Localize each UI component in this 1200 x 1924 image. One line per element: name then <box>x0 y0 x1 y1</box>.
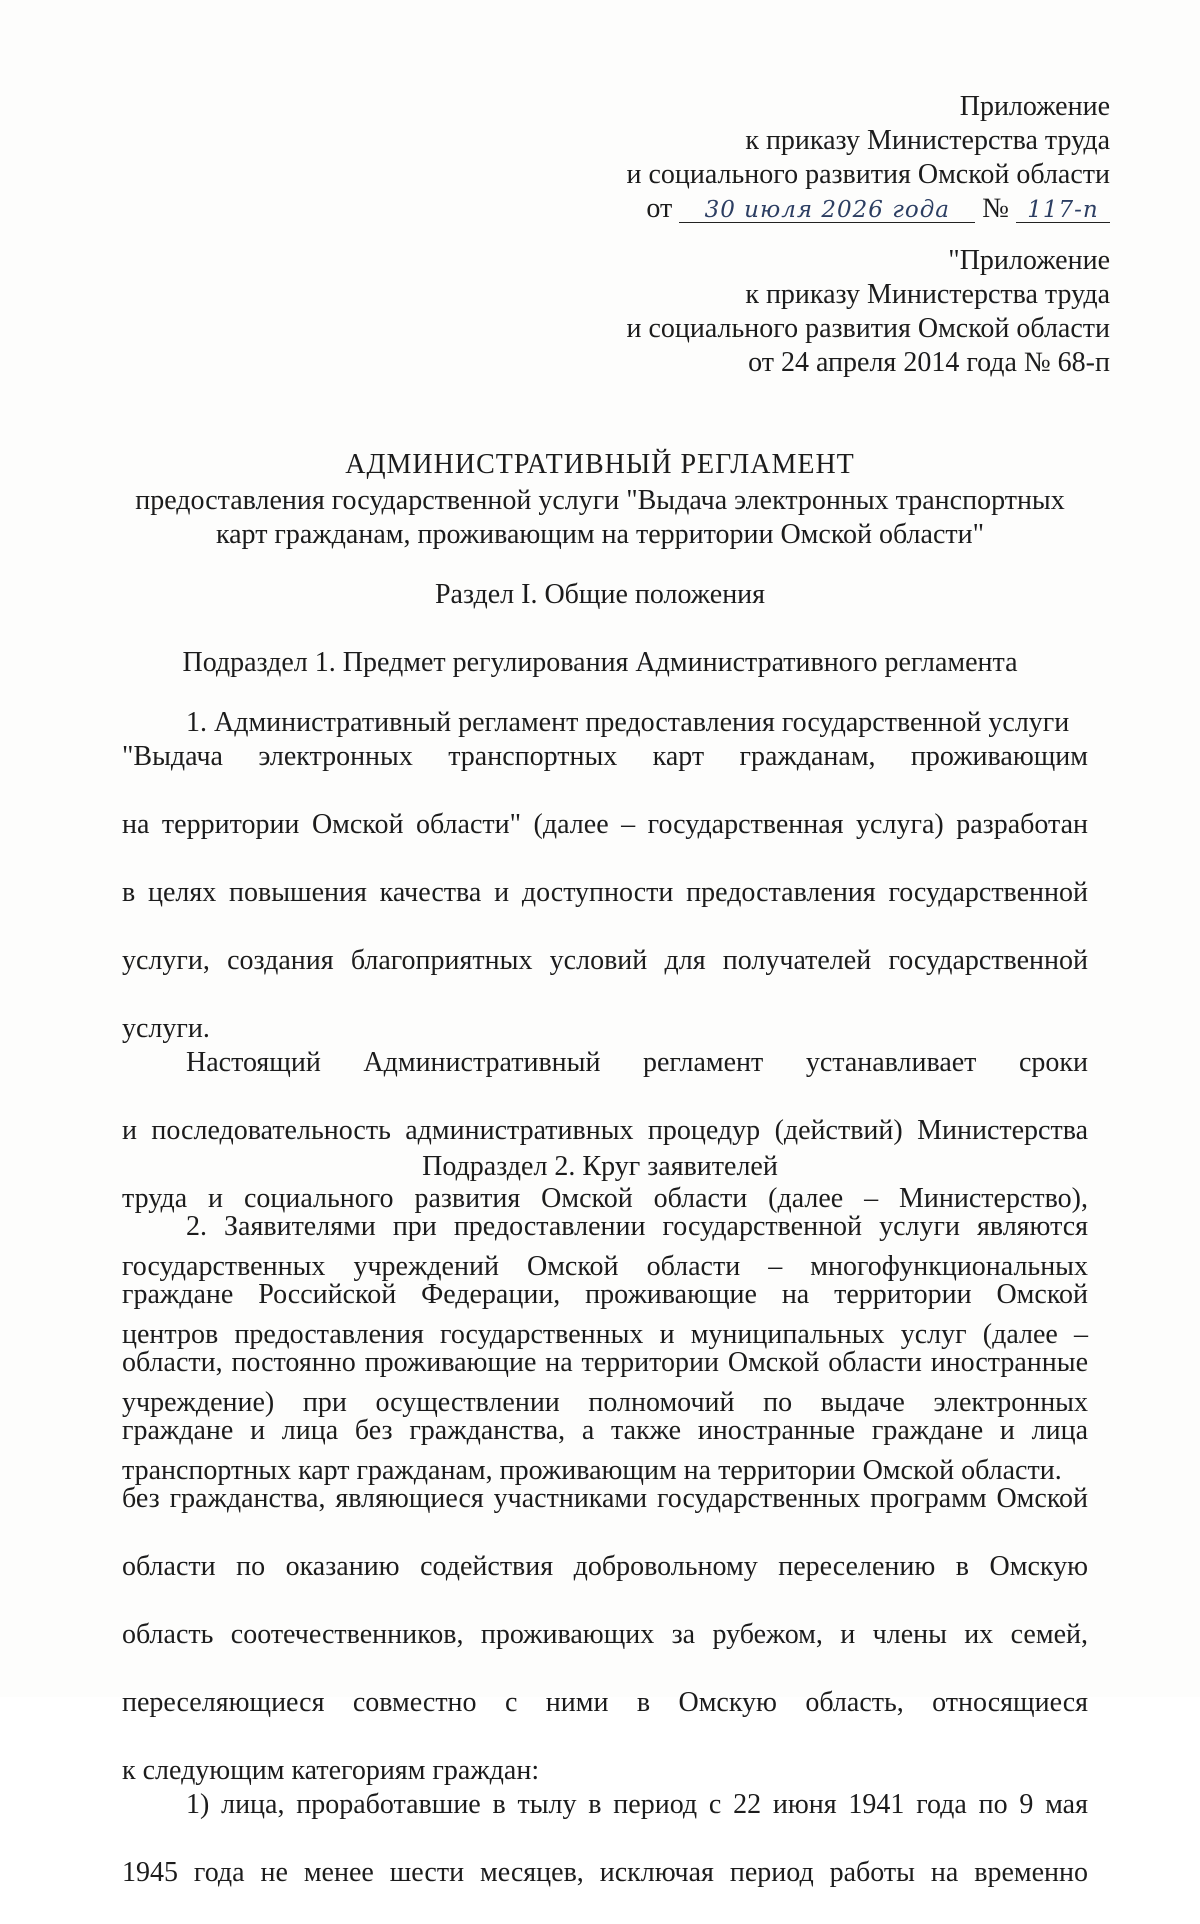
number-prefix: № <box>982 193 1009 224</box>
text-line: в целях повышения качества и доступности предоставления государственной <box>122 877 1088 908</box>
text-line: 1) лица, проработавшие в тылу в период с 22 июня 1941 года по 9 мая <box>186 1789 1088 1820</box>
text-line: государственных учреждений Омской области – многофункциональных <box>122 1251 1088 1282</box>
text-line: области, постоянно проживающие на территории Омской области иностранные <box>122 1347 1088 1378</box>
text-line: услуги. <box>122 1013 210 1044</box>
text-line: центров предоставления государственных и муниципальных услуг (далее – <box>122 1319 1088 1350</box>
stamp-line: и социального развития Омской области <box>626 159 1110 190</box>
stamp-line: Приложение <box>959 91 1110 122</box>
text-line: переселяющиеся совместно с ними в Омскую область, относящиеся <box>122 1687 1088 1718</box>
text-line: услуги, создания благоприятных условий для получателей государственной <box>122 945 1088 976</box>
stamp-line: "Приложение <box>948 245 1110 276</box>
text-line: 1. Административный регламент предоставления государственной услуги <box>186 707 1070 738</box>
text-line: 1945 года не менее шести месяцев, исключая период работы на временно <box>122 1857 1088 1888</box>
subsection-2-heading: Подраздел 2. Круг заявителей <box>422 1151 778 1182</box>
paragraph-1 <box>122 706 1088 1046</box>
subsection-2-body <box>122 1210 1088 1924</box>
paragraph-applicants <box>122 1210 1088 1788</box>
subtitle-line: предоставления государственной услуги "Выдача электронных транспортных <box>135 485 1065 516</box>
text-line: к следующим категориям граждан: <box>122 1755 540 1786</box>
subtitle-line: карт гражданам, проживающим на территории Омской области" <box>215 519 985 550</box>
section-heading: Раздел I. Общие положения <box>434 579 766 610</box>
subsection-1-heading: Подраздел 1. Предмет регулирования Административного регламента <box>182 647 1018 678</box>
stamp-line: к приказу Министерства труда <box>745 279 1110 310</box>
text-line: "Выдача электронных транспортных карт гражданам, проживающим <box>122 741 1088 772</box>
text-line: на территории Омской области" (далее – государственная услуга) разработан <box>122 809 1088 840</box>
document-title: АДМИНИСТРАТИВНЫЙ РЕГЛАМЕНТ <box>345 449 855 480</box>
stamp-date-line <box>550 192 1110 226</box>
text-line: учреждение) при осуществлении полномочий по выдаче электронных <box>122 1387 1088 1418</box>
text-line: граждане и лица без гражданства, а также иностранные граждане и лица <box>122 1415 1088 1446</box>
text-line: 2. Заявителями при предоставлении государственной услуги являются <box>186 1211 1088 1242</box>
text-line: области по оказанию содействия добровольному переселению в Омскую <box>122 1551 1088 1582</box>
text-line: без гражданства, являющиеся участниками государственных программ Омской <box>122 1483 1088 1514</box>
document-subtitle <box>110 484 1090 552</box>
text-line: транспортных карт гражданам, проживающим на территории Омской области. <box>122 1455 1062 1486</box>
list-item-1 <box>122 1788 1088 1924</box>
stamp-line: и социального развития Омской области <box>626 313 1110 344</box>
stamp-line: к приказу Министерства труда <box>745 125 1110 156</box>
text-line: область соотечественников, проживающих за рубежом, и члены их семей, <box>122 1619 1088 1650</box>
text-line: Настоящий Административный регламент устанавливает сроки <box>186 1047 1088 1078</box>
handwritten-date: 30 июля 2026 года <box>679 198 975 223</box>
text-line: и последовательность административных процедур (действий) Министерства <box>122 1115 1088 1146</box>
text-line: граждане Российской Федерации, проживающие на территории Омской <box>122 1279 1088 1310</box>
date-prefix: от <box>646 193 673 224</box>
stamp-line: от 24 апреля 2014 года № 68-п <box>748 347 1110 378</box>
appendix-stamp-current <box>550 90 1110 226</box>
appendix-stamp-original <box>550 244 1110 380</box>
text-line: труда и социального развития Омской области (далее – Министерство), <box>122 1183 1088 1214</box>
handwritten-number: 117-п <box>1016 198 1110 223</box>
